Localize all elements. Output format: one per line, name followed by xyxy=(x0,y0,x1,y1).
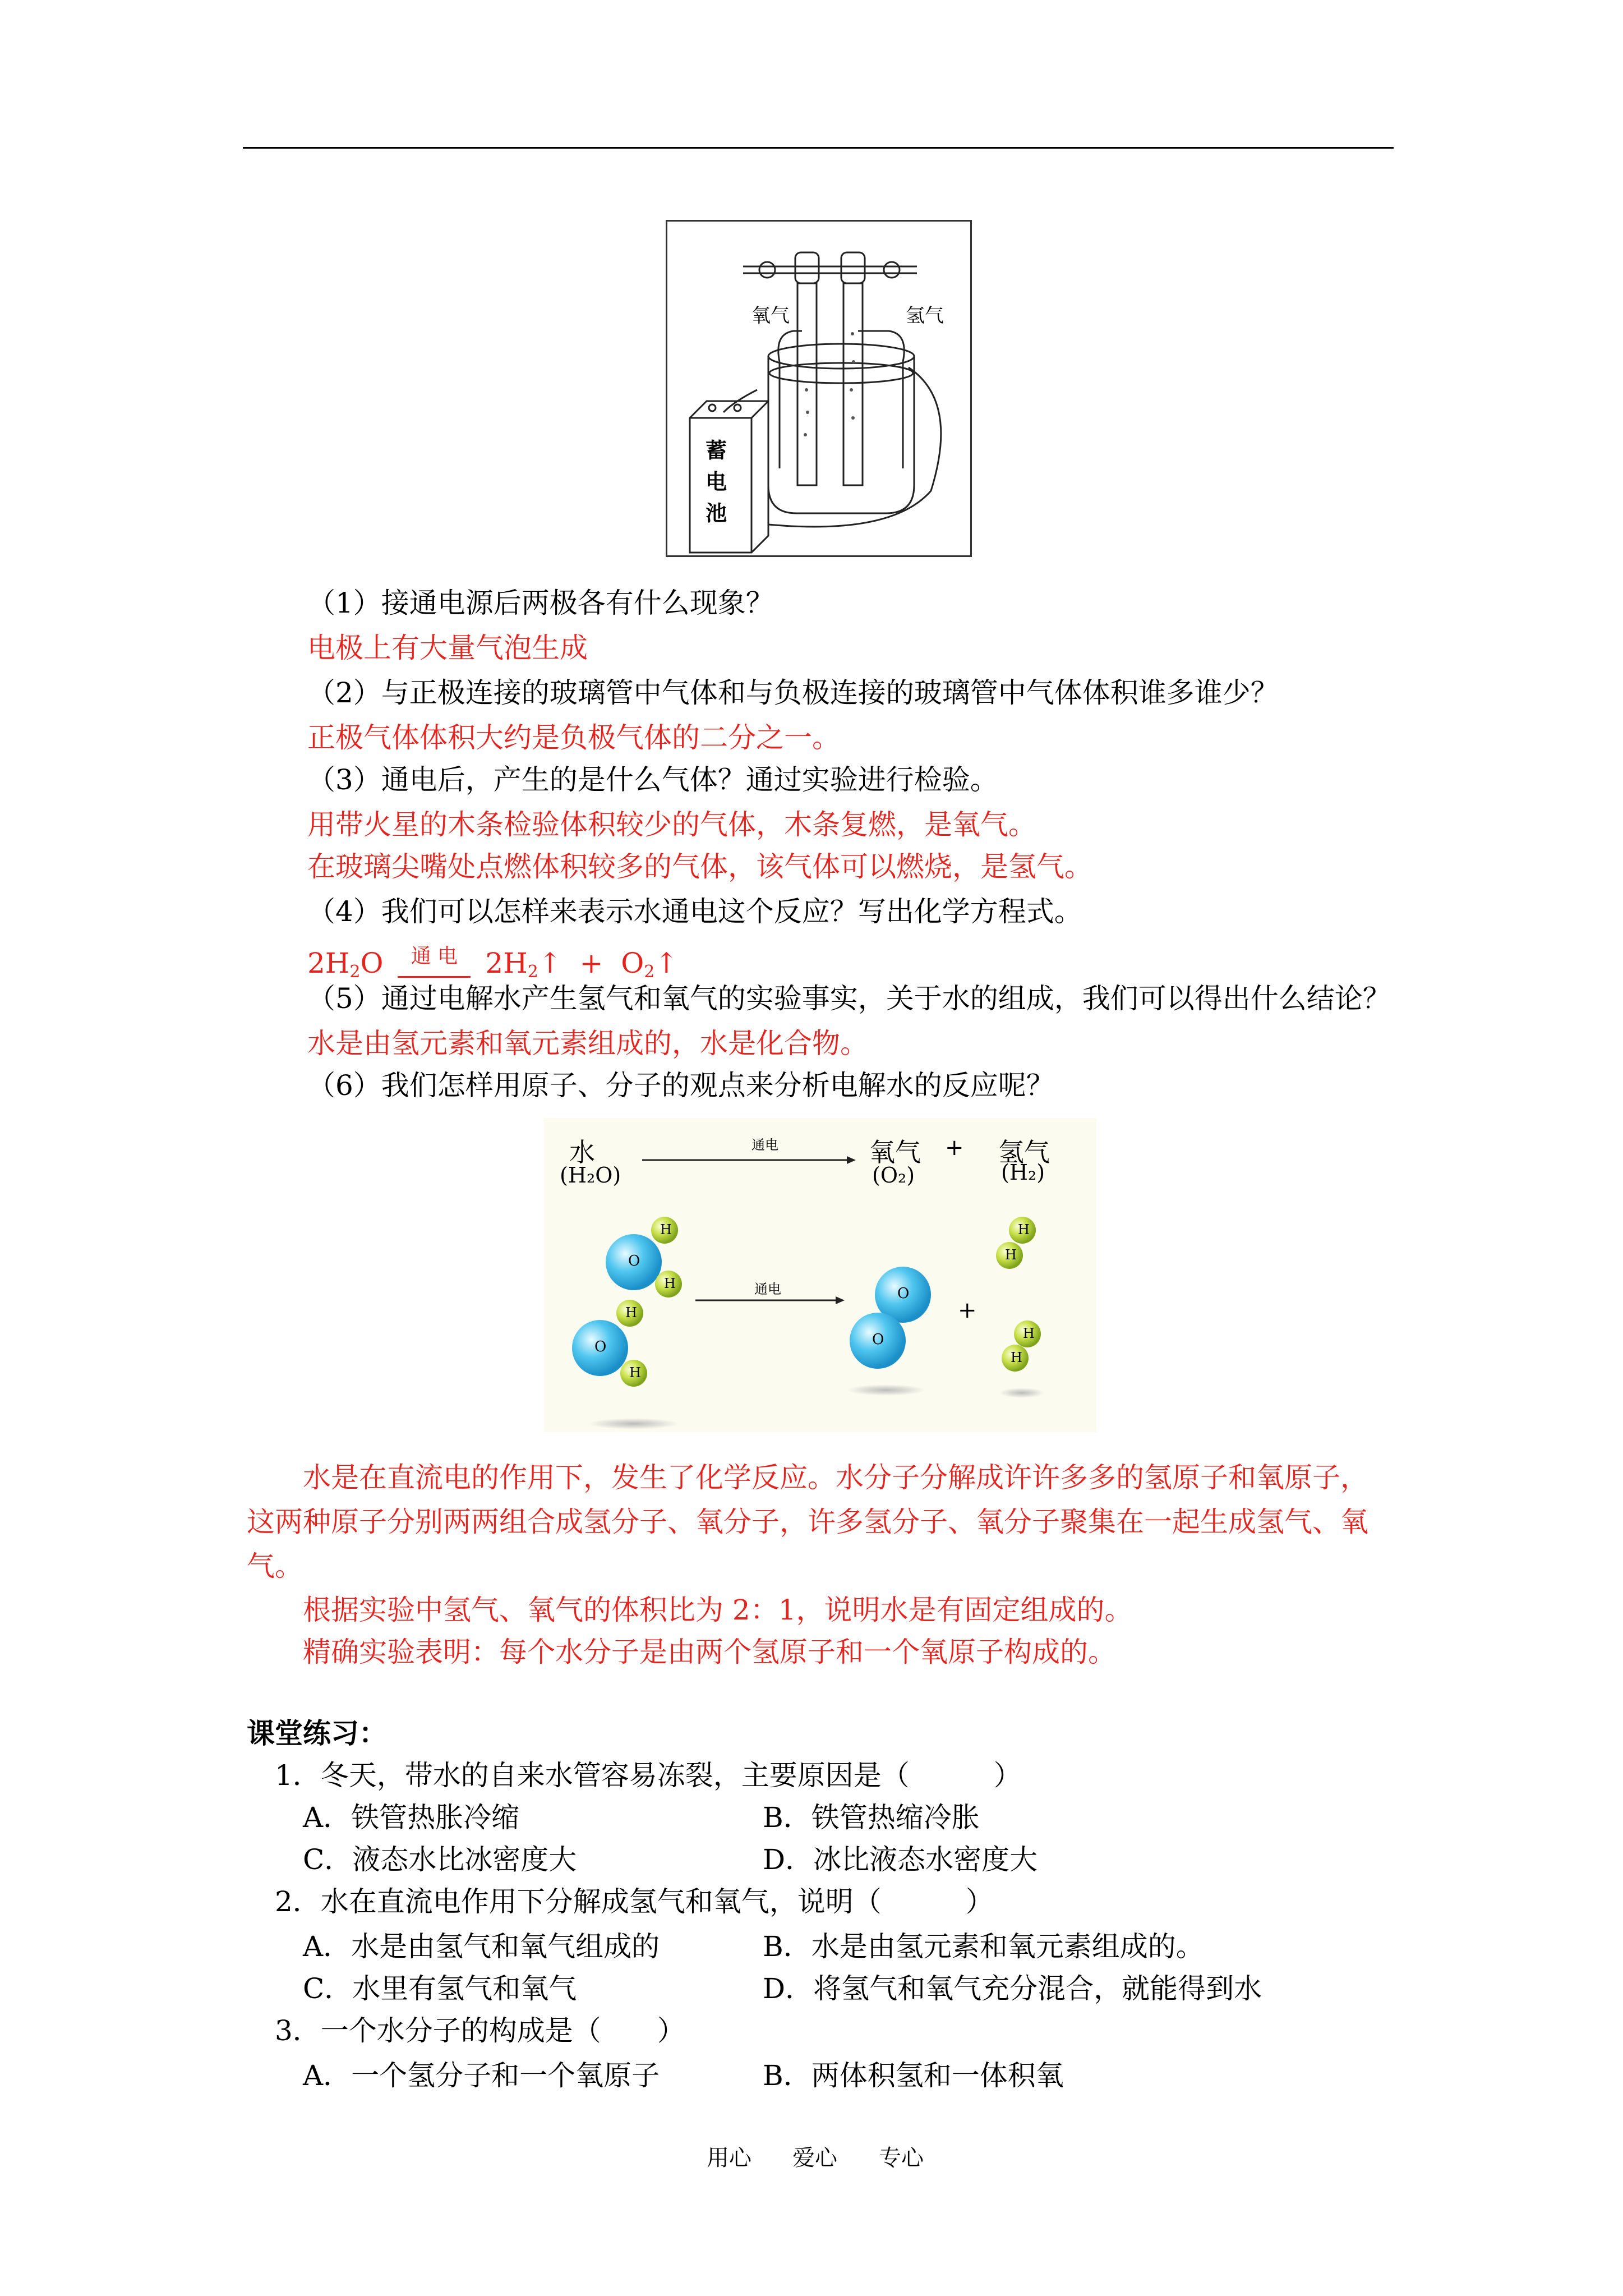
exercise-3-stem: 3．一个水分子的构成是（ ） xyxy=(275,2014,685,2047)
equation-condition: 通 电 xyxy=(392,940,476,973)
exercise-3-option-a[interactable]: A．一个氢分子和一个氧原子 xyxy=(303,2059,660,2092)
explanation-paragraph-1: 水是在直流电的作用下，发生了化学反应。水分子分解成许许多多的氢原子和氧原子，这两种原子分别两两组合成氢分子、氧分子，许多氢分子、氧分子聚集在一起生成氢气、氧气。 xyxy=(247,1461,1368,1582)
exercise-2-option-a[interactable]: A．水是由氢气和氧气组成的 xyxy=(303,1930,660,1963)
atom-o: O xyxy=(594,1338,607,1355)
answer-3a: 用带火星的木条检验体积较少的气体，木条复燃，是氧气。 xyxy=(307,808,1036,841)
header-rule xyxy=(243,147,1394,149)
label-hydrogen-formula: (H₂) xyxy=(1001,1160,1045,1185)
atom-h: H xyxy=(664,1276,676,1291)
exercise-2-option-b[interactable]: B．水是由氢元素和氧元素组成的。 xyxy=(763,1930,1204,1963)
electrolysis-apparatus-figure xyxy=(666,220,972,557)
exercise-title: 课堂练习： xyxy=(247,1717,387,1750)
question-3: （3）通电后，产生的是什么气体？通过实验进行检验。 xyxy=(307,763,998,796)
arrow-label-top: 通电 xyxy=(751,1137,778,1153)
plus-sign-bottom: + xyxy=(958,1297,977,1323)
question-6: （6）我们怎样用原子、分子的观点来分析电解水的反应呢？ xyxy=(307,1069,1054,1102)
exercise-1-option-b[interactable]: B．铁管热缩冷胀 xyxy=(763,1801,980,1834)
atom-h: H xyxy=(1011,1350,1022,1365)
atom-h: H xyxy=(629,1365,641,1381)
label-oxygen-product: 氧气 xyxy=(869,1137,921,1167)
atom-h: H xyxy=(660,1222,672,1237)
question-5: （5）通过电解水产生氢气和氧气的实验事实，关于水的组成，我们可以得出什么结论？ xyxy=(307,982,1391,1015)
explanation-paragraph-2: 根据实验中氢气、氧气的体积比为 2：1，说明水是有固定组成的。 xyxy=(303,1594,1133,1626)
label-oxygen: 氧气 xyxy=(751,305,790,327)
label-water-formula: (H₂O) xyxy=(560,1163,621,1188)
explanation-paragraph-3: 精确实验表明：每个水分子是由两个氢原子和一个氧原子构成的。 xyxy=(303,1636,1116,1668)
footer-text-2: 爱心 xyxy=(792,2145,837,2171)
exercise-1-stem: 1．冬天，带水的自来水管容易冻裂，主要原因是（ ） xyxy=(275,1759,1022,1792)
chemical-equation: $2H_2O$ 通 电 $2H_2↑$ + $O_2↑$ xyxy=(307,940,678,989)
atom-o: O xyxy=(897,1285,910,1302)
answer-3b: 在玻璃尖嘴处点燃体积较多的气体，该气体可以燃烧，是氢气。 xyxy=(307,850,1092,883)
arrow-label-bottom: 通电 xyxy=(754,1281,781,1297)
atom-o: O xyxy=(872,1331,884,1348)
atom-h: H xyxy=(1018,1222,1030,1237)
answer-5: 水是由氢元素和氧元素组成的，水是化合物。 xyxy=(307,1027,868,1060)
exercise-2-option-c[interactable]: C．水里有氢气和氧气 xyxy=(303,1972,577,2005)
label-water: 水 xyxy=(569,1137,595,1167)
exercise-1-option-c[interactable]: C．液态水比冰密度大 xyxy=(303,1843,577,1876)
exercise-2-stem: 2．水在直流电作用下分解成氢气和氧气，说明（ ） xyxy=(275,1885,994,1918)
question-2: （2）与正极连接的玻璃管中气体和与负极连接的玻璃管中气体体积谁多谁少？ xyxy=(307,677,1279,709)
atom-o: O xyxy=(628,1253,640,1269)
molecule-model-figure xyxy=(544,1118,1096,1432)
answer-1: 电极上有大量气泡生成 xyxy=(307,632,588,664)
plus-sign-top: + xyxy=(945,1135,964,1161)
exercise-2-option-d[interactable]: D．将氢气和氧气充分混合，就能得到水 xyxy=(763,1972,1262,2005)
battery-label: 蓄电池 xyxy=(706,438,727,526)
question-4: （4）我们可以怎样来表示水通电这个反应？写出化学方程式。 xyxy=(307,895,1082,928)
answer-2: 正极气体体积大约是负极气体的二分之一。 xyxy=(307,721,840,754)
exercise-1-option-d[interactable]: D．冰比液态水密度大 xyxy=(763,1843,1038,1876)
label-hydrogen-product: 氢气 xyxy=(998,1137,1050,1167)
label-hydrogen: 氢气 xyxy=(906,305,944,327)
atom-h: H xyxy=(1005,1247,1017,1263)
atom-h: H xyxy=(1023,1326,1035,1341)
footer-text-1: 用心 xyxy=(707,2145,751,2171)
footer-text-3: 专心 xyxy=(879,2145,924,2171)
atom-h: H xyxy=(625,1305,637,1320)
label-oxygen-formula: (O₂) xyxy=(872,1163,915,1188)
exercise-1-option-a[interactable]: A．铁管热胀冷缩 xyxy=(303,1801,520,1834)
question-1: （1）接通电源后两极各有什么现象？ xyxy=(307,587,774,619)
exercise-3-option-b[interactable]: B．两体积氢和一体积氧 xyxy=(763,2059,1064,2092)
